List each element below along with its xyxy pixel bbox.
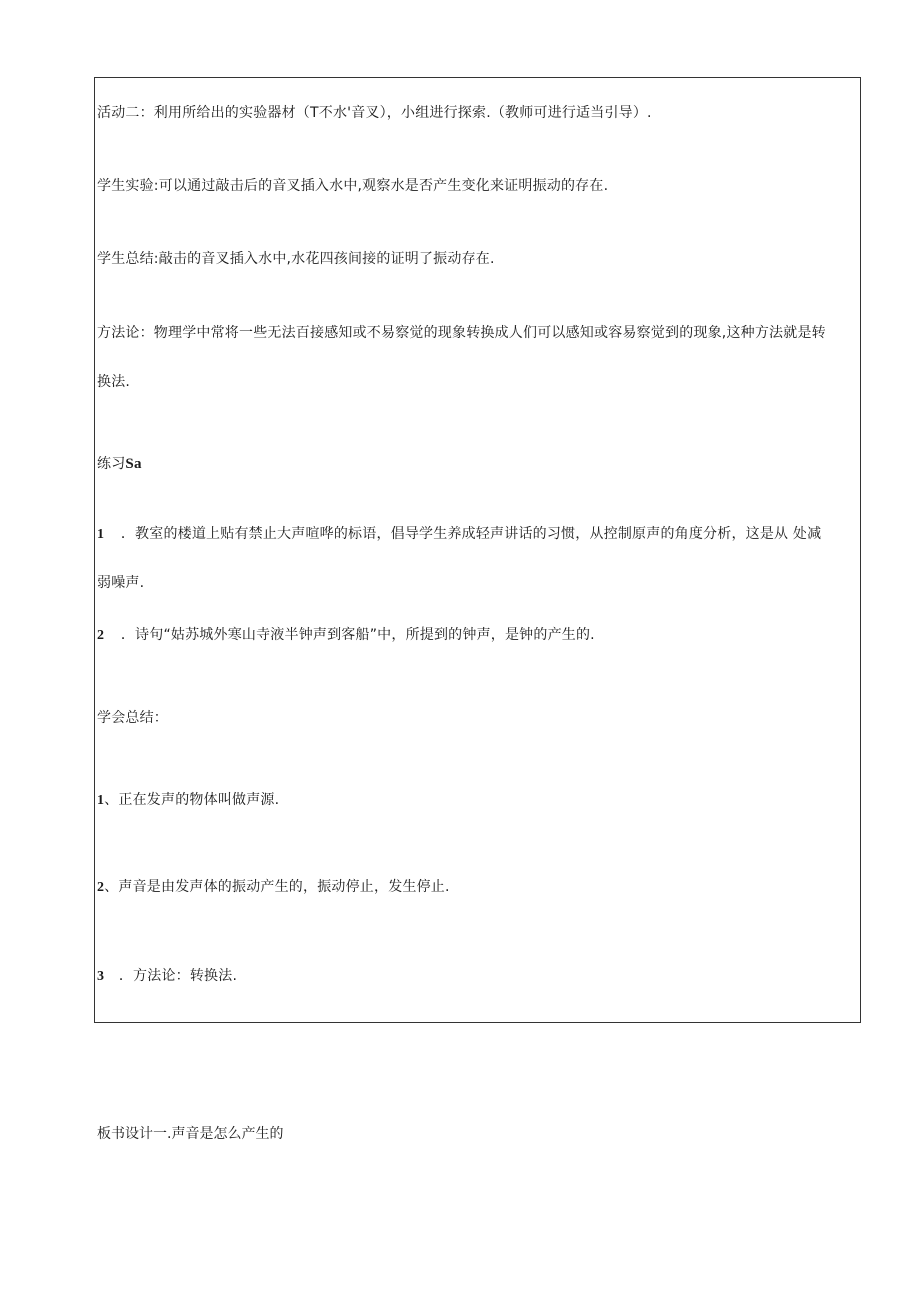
summary-item-3-text: ．方法论：转换法.: [118, 968, 238, 984]
practice-heading-text: 练习: [97, 456, 126, 472]
summary-item-1-text: 、正在发声的物体叫做声源.: [104, 792, 280, 808]
method-line-1: 方法论：物理学中常将一些无法百接感知或不易察觉的现象转换成人们可以感知或容易察觉到的现象,这种方法就是转: [97, 325, 826, 341]
question-1-line-1: [97, 525, 821, 544]
question-1-text: ．教室的楼道上贴有禁止大声喧哗的标语，倡导学生养成轻声讲话的习惯，从控制原声的角度分析，这是从 处减: [120, 526, 822, 542]
question-2-text: ．诗句“姑苏城外寒山寺液半钟声到客船”中，所提到的钟声，是钟的产生的.: [120, 627, 595, 643]
question-1-number: 1: [97, 527, 105, 542]
question-2-number: 2: [97, 628, 105, 643]
practice-heading-suffix: Sa: [125, 456, 142, 472]
summary-item-1: [97, 791, 279, 810]
student-experiment-line: 学生实验:可以通过敲击后的音叉插入水中,观察水是否产生变化来证明振动的存在.: [97, 178, 609, 194]
student-summary-line: 学生总结:敲击的音叉插入水中,水花四孩间接的证明了振动存在.: [97, 251, 495, 267]
practice-heading: [97, 455, 142, 473]
method-line-2: 换法.: [97, 374, 131, 390]
summary-item-1-number: 1: [97, 793, 105, 808]
question-2-line: [97, 626, 595, 645]
question-1-line-2: 弱噪声.: [97, 575, 145, 591]
summary-heading: 学会总结：: [97, 710, 168, 726]
activity-two-line: 活动二：利用所给出的实验器材（T不水'音叉），小组进行探索.（教师可进行适当引导）.: [97, 105, 652, 121]
board-design-title: 板书设计一.声音是怎么产生的: [97, 1126, 284, 1142]
summary-item-2-number: 2: [97, 880, 105, 895]
summary-item-3: [97, 967, 237, 986]
summary-item-2-text: 、声音是由发声体的振动产生的，振动停止，发生停止.: [104, 879, 450, 895]
summary-item-3-number: 3: [97, 969, 105, 984]
summary-item-2: [97, 878, 450, 897]
